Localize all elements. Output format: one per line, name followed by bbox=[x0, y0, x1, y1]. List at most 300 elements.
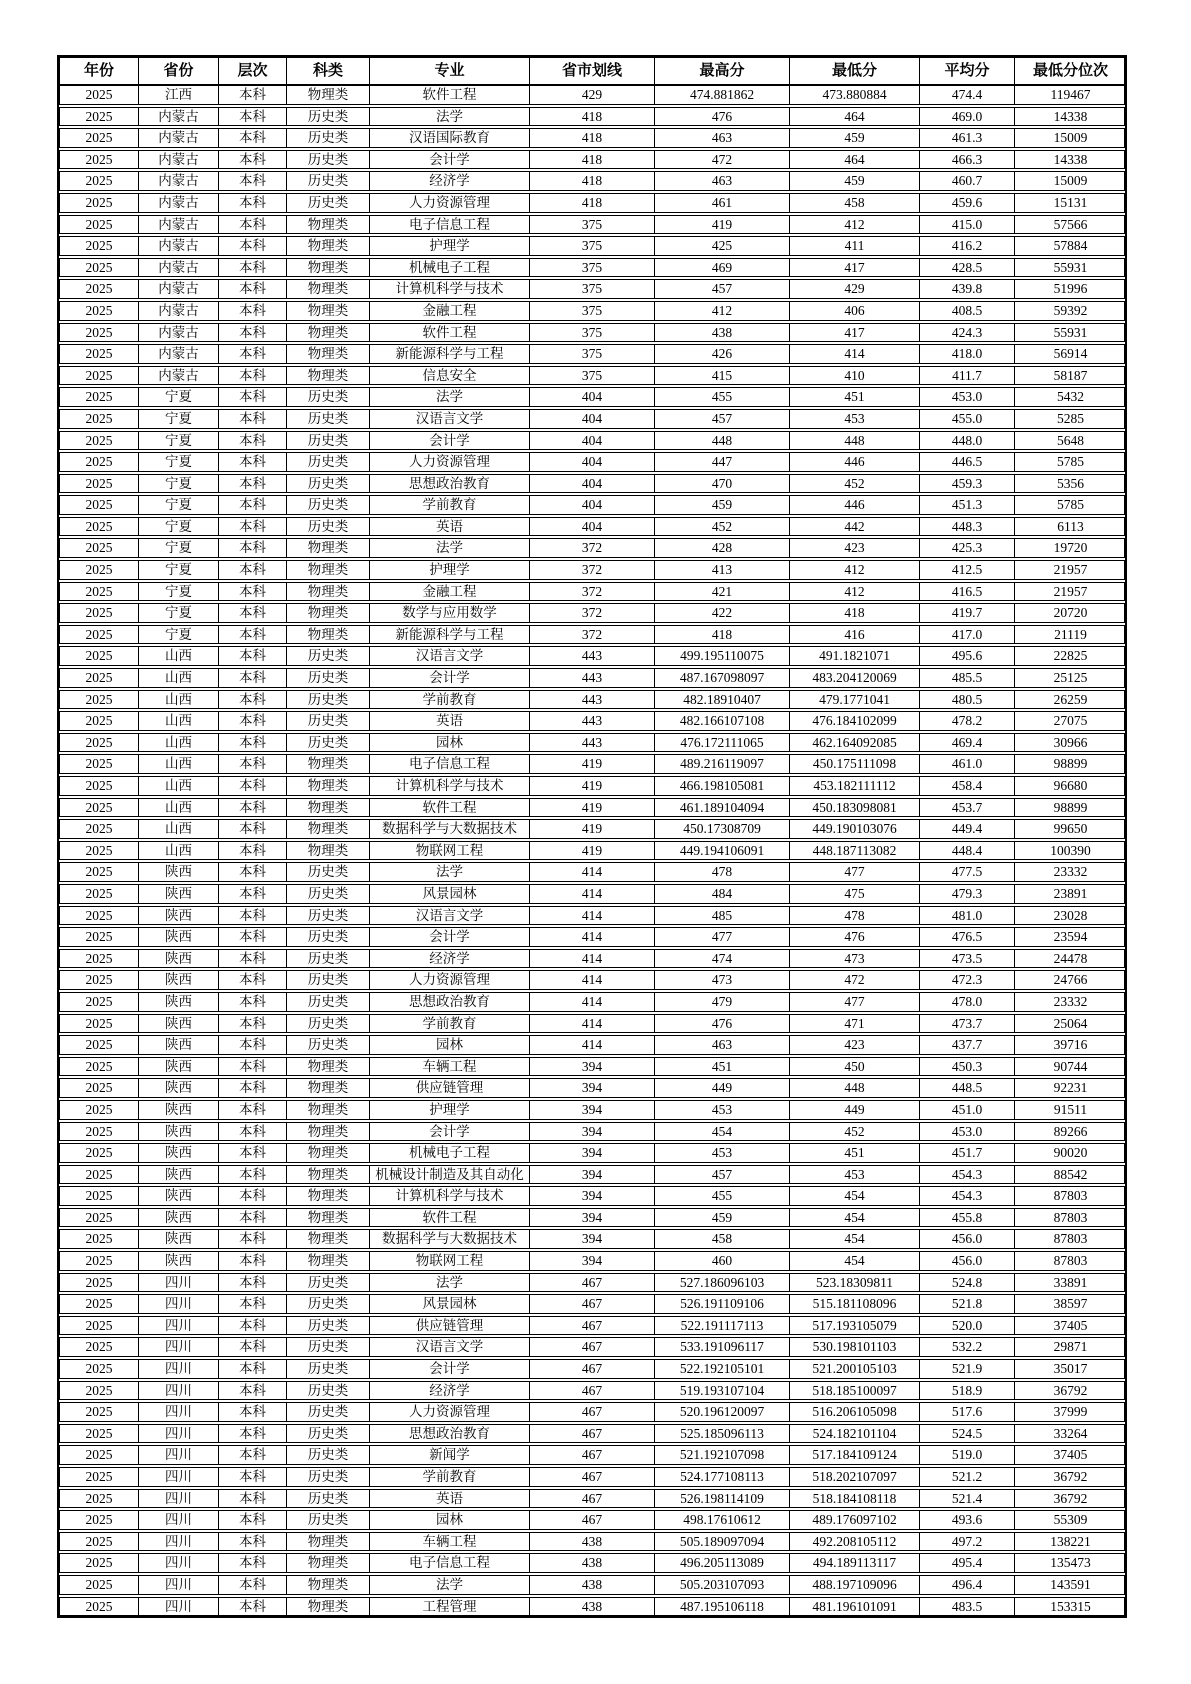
cell-category: 历史类 bbox=[287, 1015, 370, 1033]
cell-province_line: 418 bbox=[530, 194, 655, 212]
cell-province_line: 467 bbox=[530, 1468, 655, 1486]
cell-major: 风景园林 bbox=[370, 885, 530, 903]
cell-province: 陕西 bbox=[139, 1187, 219, 1205]
cell-province: 山西 bbox=[139, 755, 219, 773]
cell-province_line: 419 bbox=[530, 842, 655, 860]
cell-level: 本科 bbox=[219, 1360, 287, 1378]
cell-max_score: 476.172111065 bbox=[655, 734, 790, 752]
cell-major: 英语 bbox=[370, 1490, 530, 1508]
cell-min_score_rank: 23028 bbox=[1053, 907, 1088, 923]
cell-max_score: 449 bbox=[655, 1079, 790, 1097]
cell-year: 2025 bbox=[60, 604, 139, 622]
cell-year: 2025 bbox=[60, 820, 139, 838]
cell-max_score: 455 bbox=[655, 388, 790, 406]
cell-max_score: 519.193107104 bbox=[655, 1382, 790, 1400]
cell-category: 历史类 bbox=[287, 453, 370, 471]
table-row bbox=[59, 668, 1125, 688]
cell-major: 会计学 bbox=[370, 1360, 530, 1378]
cell-province_line: 394 bbox=[530, 1187, 655, 1205]
column-header-level: 层次 bbox=[219, 58, 287, 84]
cell-major: 计算机科学与技术 bbox=[370, 280, 530, 298]
cell-year: 2025 bbox=[60, 1274, 139, 1292]
table-row bbox=[59, 1035, 1125, 1055]
cell-major: 会计学 bbox=[370, 928, 530, 946]
cell-category: 物理类 bbox=[287, 1554, 370, 1572]
cell-year: 2025 bbox=[60, 1079, 139, 1097]
cell-level: 本科 bbox=[219, 259, 287, 277]
cell-avg_score: 478.0 bbox=[920, 993, 1015, 1011]
cell-min_score: 459 bbox=[790, 172, 920, 190]
cell-year: 2025 bbox=[60, 410, 139, 428]
cell-min_score_rank: 5785 bbox=[1057, 497, 1084, 513]
column-header-avg_score: 平均分 bbox=[920, 58, 1015, 84]
cell-category: 物理类 bbox=[287, 777, 370, 795]
cell-province: 陕西 bbox=[139, 993, 219, 1011]
cell-year: 2025 bbox=[60, 453, 139, 471]
cell-category: 物理类 bbox=[287, 345, 370, 363]
cell-province: 山西 bbox=[139, 712, 219, 730]
cell-level: 本科 bbox=[219, 1533, 287, 1551]
cell-avg_score: 415.0 bbox=[920, 216, 1015, 234]
cell-max_score: 457 bbox=[655, 280, 790, 298]
cell-major: 园林 bbox=[370, 734, 530, 752]
cell-max_score: 476 bbox=[655, 108, 790, 126]
cell-max_score: 482.166107108 bbox=[655, 712, 790, 730]
cell-max_score: 419 bbox=[655, 216, 790, 234]
cell-min_score: 449 bbox=[790, 1101, 920, 1119]
cell-major: 计算机科学与技术 bbox=[370, 1187, 530, 1205]
cell-major: 思想政治教育 bbox=[370, 993, 530, 1011]
cell-major: 英语 bbox=[370, 518, 530, 536]
cell-min_score: 429 bbox=[790, 280, 920, 298]
cell-min_score: 462.164092085 bbox=[790, 734, 920, 752]
cell-avg_score: 428.5 bbox=[920, 259, 1015, 277]
cell-province_line: 467 bbox=[530, 1382, 655, 1400]
cell-max_score: 459 bbox=[655, 496, 790, 514]
cell-max_score: 498.17610612 bbox=[655, 1511, 790, 1529]
cell-avg_score: 493.6 bbox=[920, 1511, 1015, 1529]
cell-category: 历史类 bbox=[287, 172, 370, 190]
cell-province: 四川 bbox=[139, 1338, 219, 1356]
cell-province: 宁夏 bbox=[139, 561, 219, 579]
table-row bbox=[59, 1273, 1125, 1293]
cell-min_score_rank: 5648 bbox=[1057, 432, 1084, 448]
cell-province: 四川 bbox=[139, 1598, 219, 1616]
cell-major: 供应链管理 bbox=[370, 1317, 530, 1335]
cell-min_score: 423 bbox=[790, 539, 920, 557]
table-row bbox=[59, 819, 1125, 839]
cell-province_line: 372 bbox=[530, 561, 655, 579]
cell-avg_score: 521.8 bbox=[920, 1295, 1015, 1313]
cell-major: 英语 bbox=[370, 712, 530, 730]
cell-major: 法学 bbox=[370, 539, 530, 557]
cell-avg_score: 439.8 bbox=[920, 280, 1015, 298]
cell-year: 2025 bbox=[60, 1101, 139, 1119]
cell-max_score: 522.192105101 bbox=[655, 1360, 790, 1378]
cell-category: 历史类 bbox=[287, 1317, 370, 1335]
cell-avg_score: 532.2 bbox=[920, 1338, 1015, 1356]
cell-category: 物理类 bbox=[287, 324, 370, 342]
cell-category: 历史类 bbox=[287, 863, 370, 881]
cell-category: 历史类 bbox=[287, 885, 370, 903]
cell-max_score: 496.205113089 bbox=[655, 1554, 790, 1572]
cell-level: 本科 bbox=[219, 1338, 287, 1356]
cell-province_line: 414 bbox=[530, 1015, 655, 1033]
cell-avg_score: 521.2 bbox=[920, 1468, 1015, 1486]
cell-year: 2025 bbox=[60, 885, 139, 903]
cell-category: 物理类 bbox=[287, 583, 370, 601]
table-row bbox=[59, 323, 1125, 343]
cell-province: 内蒙古 bbox=[139, 302, 219, 320]
cell-min_score: 412 bbox=[790, 561, 920, 579]
cell-major: 法学 bbox=[370, 1576, 530, 1594]
cell-major: 物联网工程 bbox=[370, 842, 530, 860]
cell-major: 法学 bbox=[370, 1274, 530, 1292]
cell-min_score: 477 bbox=[790, 863, 920, 881]
cell-major: 汉语言文学 bbox=[370, 907, 530, 925]
cell-category: 历史类 bbox=[287, 1403, 370, 1421]
cell-province: 宁夏 bbox=[139, 388, 219, 406]
cell-province: 内蒙古 bbox=[139, 280, 219, 298]
cell-min_score_rank: 23332 bbox=[1053, 864, 1088, 880]
table-row bbox=[59, 1510, 1125, 1530]
cell-max_score: 520.196120097 bbox=[655, 1403, 790, 1421]
cell-min_score: 478 bbox=[790, 907, 920, 925]
cell-min_score_rank: 99650 bbox=[1053, 821, 1088, 837]
cell-min_score: 518.184108118 bbox=[790, 1490, 920, 1508]
cell-min_score_rank: 5285 bbox=[1057, 410, 1084, 426]
cell-major: 法学 bbox=[370, 863, 530, 881]
table-row bbox=[59, 625, 1125, 645]
cell-avg_score: 495.4 bbox=[920, 1554, 1015, 1572]
cell-category: 历史类 bbox=[287, 647, 370, 665]
cell-min_score: 473.880884 bbox=[790, 86, 920, 104]
cell-year: 2025 bbox=[60, 734, 139, 752]
cell-province: 内蒙古 bbox=[139, 151, 219, 169]
cell-province_line: 414 bbox=[530, 971, 655, 989]
cell-min_score_rank: 90744 bbox=[1053, 1058, 1088, 1074]
cell-province_line: 375 bbox=[530, 345, 655, 363]
cell-min_score: 517.184109124 bbox=[790, 1446, 920, 1464]
cell-province_line: 419 bbox=[530, 799, 655, 817]
cell-avg_score: 446.5 bbox=[920, 453, 1015, 471]
cell-max_score: 449.194106091 bbox=[655, 842, 790, 860]
cell-min_score: 476.184102099 bbox=[790, 712, 920, 730]
cell-major: 数学与应用数学 bbox=[370, 604, 530, 622]
cell-min_score: 472 bbox=[790, 971, 920, 989]
cell-province_line: 443 bbox=[530, 669, 655, 687]
cell-year: 2025 bbox=[60, 1015, 139, 1033]
cell-level: 本科 bbox=[219, 1079, 287, 1097]
cell-level: 本科 bbox=[219, 216, 287, 234]
cell-min_score: 448 bbox=[790, 432, 920, 450]
cell-min_score: 459 bbox=[790, 129, 920, 147]
cell-year: 2025 bbox=[60, 1036, 139, 1054]
cell-level: 本科 bbox=[219, 777, 287, 795]
cell-min_score: 452 bbox=[790, 475, 920, 493]
cell-level: 本科 bbox=[219, 1446, 287, 1464]
cell-level: 本科 bbox=[219, 345, 287, 363]
cell-max_score: 472 bbox=[655, 151, 790, 169]
cell-category: 历史类 bbox=[287, 1382, 370, 1400]
cell-min_score: 423 bbox=[790, 1036, 920, 1054]
cell-major: 供应链管理 bbox=[370, 1079, 530, 1097]
cell-avg_score: 460.7 bbox=[920, 172, 1015, 190]
table-row bbox=[59, 474, 1125, 494]
cell-province: 陕西 bbox=[139, 907, 219, 925]
cell-year: 2025 bbox=[60, 367, 139, 385]
cell-avg_score: 476.5 bbox=[920, 928, 1015, 946]
cell-avg_score: 425.3 bbox=[920, 539, 1015, 557]
cell-level: 本科 bbox=[219, 151, 287, 169]
cell-max_score: 525.185096113 bbox=[655, 1425, 790, 1443]
cell-avg_score: 496.4 bbox=[920, 1576, 1015, 1594]
cell-province_line: 467 bbox=[530, 1274, 655, 1292]
cell-min_score_rank: 119467 bbox=[1050, 87, 1091, 102]
cell-category: 物理类 bbox=[287, 561, 370, 579]
table-row bbox=[59, 1014, 1125, 1034]
cell-category: 历史类 bbox=[287, 1036, 370, 1054]
cell-province_line: 443 bbox=[530, 647, 655, 665]
cell-min_score: 406 bbox=[790, 302, 920, 320]
cell-level: 本科 bbox=[219, 432, 287, 450]
cell-max_score: 466.198105081 bbox=[655, 777, 790, 795]
cell-avg_score: 450.3 bbox=[920, 1058, 1015, 1076]
cell-province: 陕西 bbox=[139, 1144, 219, 1162]
cell-year: 2025 bbox=[60, 799, 139, 817]
cell-min_score: 453.182111112 bbox=[790, 777, 920, 795]
cell-min_score: 450 bbox=[790, 1058, 920, 1076]
cell-major: 护理学 bbox=[370, 1101, 530, 1119]
cell-major: 金融工程 bbox=[370, 302, 530, 320]
cell-province: 陕西 bbox=[139, 950, 219, 968]
cell-province_line: 404 bbox=[530, 432, 655, 450]
cell-year: 2025 bbox=[60, 907, 139, 925]
cell-province: 四川 bbox=[139, 1468, 219, 1486]
cell-category: 历史类 bbox=[287, 1425, 370, 1443]
cell-category: 历史类 bbox=[287, 410, 370, 428]
cell-max_score: 453 bbox=[655, 1144, 790, 1162]
cell-province: 宁夏 bbox=[139, 496, 219, 514]
cell-min_score_rank: 92231 bbox=[1053, 1080, 1088, 1096]
cell-major: 人力资源管理 bbox=[370, 971, 530, 989]
cell-level: 本科 bbox=[219, 1187, 287, 1205]
cell-province_line: 375 bbox=[530, 237, 655, 255]
cell-major: 金融工程 bbox=[370, 583, 530, 601]
cell-level: 本科 bbox=[219, 1058, 287, 1076]
cell-level: 本科 bbox=[219, 928, 287, 946]
cell-max_score: 469 bbox=[655, 259, 790, 277]
table-row bbox=[59, 1532, 1125, 1552]
cell-avg_score: 459.6 bbox=[920, 194, 1015, 212]
cell-year: 2025 bbox=[60, 1533, 139, 1551]
cell-level: 本科 bbox=[219, 172, 287, 190]
cell-level: 本科 bbox=[219, 237, 287, 255]
cell-year: 2025 bbox=[60, 1576, 139, 1594]
cell-province: 宁夏 bbox=[139, 410, 219, 428]
cell-min_score: 464 bbox=[790, 108, 920, 126]
cell-year: 2025 bbox=[60, 1468, 139, 1486]
cell-level: 本科 bbox=[219, 1425, 287, 1443]
cell-category: 物理类 bbox=[287, 1187, 370, 1205]
cell-category: 历史类 bbox=[287, 1295, 370, 1313]
cell-min_score: 446 bbox=[790, 453, 920, 471]
cell-max_score: 463 bbox=[655, 1036, 790, 1054]
table-row bbox=[59, 495, 1125, 515]
table-row bbox=[59, 1208, 1125, 1228]
cell-year: 2025 bbox=[60, 432, 139, 450]
cell-province_line: 438 bbox=[530, 1554, 655, 1572]
table-row bbox=[59, 279, 1125, 299]
cell-year: 2025 bbox=[60, 1058, 139, 1076]
cell-province_line: 467 bbox=[530, 1338, 655, 1356]
table-row bbox=[59, 538, 1125, 558]
cell-min_score_rank: 30966 bbox=[1053, 734, 1088, 750]
cell-level: 本科 bbox=[219, 863, 287, 881]
cell-min_score_rank: 87803 bbox=[1053, 1253, 1088, 1269]
cell-year: 2025 bbox=[60, 1403, 139, 1421]
cell-level: 本科 bbox=[219, 1511, 287, 1529]
table-row bbox=[59, 107, 1125, 127]
cell-level: 本科 bbox=[219, 626, 287, 644]
cell-min_score: 476 bbox=[790, 928, 920, 946]
cell-category: 物理类 bbox=[287, 302, 370, 320]
cell-major: 机械电子工程 bbox=[370, 259, 530, 277]
cell-level: 本科 bbox=[219, 367, 287, 385]
cell-max_score: 487.167098097 bbox=[655, 669, 790, 687]
cell-max_score: 457 bbox=[655, 410, 790, 428]
column-header-major: 专业 bbox=[370, 58, 530, 84]
cell-province_line: 443 bbox=[530, 712, 655, 730]
cell-min_score_rank: 37405 bbox=[1053, 1447, 1088, 1463]
cell-year: 2025 bbox=[60, 928, 139, 946]
cell-min_score_rank: 55931 bbox=[1053, 259, 1088, 275]
cell-province_line: 467 bbox=[530, 1490, 655, 1508]
cell-level: 本科 bbox=[219, 1230, 287, 1248]
cell-max_score: 477 bbox=[655, 928, 790, 946]
cell-min_score: 454 bbox=[790, 1209, 920, 1227]
cell-year: 2025 bbox=[60, 237, 139, 255]
cell-province: 内蒙古 bbox=[139, 367, 219, 385]
cell-category: 物理类 bbox=[287, 1533, 370, 1551]
cell-avg_score: 448.0 bbox=[920, 432, 1015, 450]
cell-year: 2025 bbox=[60, 1446, 139, 1464]
cell-max_score: 422 bbox=[655, 604, 790, 622]
cell-major: 思想政治教育 bbox=[370, 475, 530, 493]
cell-avg_score: 408.5 bbox=[920, 302, 1015, 320]
cell-province_line: 419 bbox=[530, 820, 655, 838]
cell-province: 陕西 bbox=[139, 1166, 219, 1184]
cell-avg_score: 411.7 bbox=[920, 367, 1015, 385]
cell-province_line: 414 bbox=[530, 863, 655, 881]
cell-year: 2025 bbox=[60, 259, 139, 277]
cell-major: 人力资源管理 bbox=[370, 194, 530, 212]
cell-year: 2025 bbox=[60, 1295, 139, 1313]
cell-level: 本科 bbox=[219, 691, 287, 709]
cell-level: 本科 bbox=[219, 647, 287, 665]
cell-min_score_rank: 143591 bbox=[1050, 1576, 1091, 1592]
cell-province: 四川 bbox=[139, 1403, 219, 1421]
table-row bbox=[59, 1057, 1125, 1077]
cell-province_line: 467 bbox=[530, 1425, 655, 1443]
table-row bbox=[59, 862, 1125, 882]
table-row bbox=[59, 301, 1125, 321]
cell-year: 2025 bbox=[60, 302, 139, 320]
cell-province_line: 372 bbox=[530, 539, 655, 557]
cell-level: 本科 bbox=[219, 518, 287, 536]
cell-min_score_rank: 5432 bbox=[1057, 389, 1084, 405]
cell-category: 历史类 bbox=[287, 129, 370, 147]
table-row bbox=[59, 1402, 1125, 1422]
cell-level: 本科 bbox=[219, 1468, 287, 1486]
cell-min_score: 417 bbox=[790, 324, 920, 342]
cell-min_score_rank: 5356 bbox=[1057, 475, 1084, 491]
cell-min_score_rank: 38597 bbox=[1053, 1296, 1088, 1312]
cell-province_line: 414 bbox=[530, 885, 655, 903]
cell-province: 四川 bbox=[139, 1554, 219, 1572]
cell-min_score_rank: 29871 bbox=[1053, 1339, 1088, 1355]
table-row bbox=[59, 1575, 1125, 1595]
cell-level: 本科 bbox=[219, 108, 287, 126]
cell-province_line: 404 bbox=[530, 518, 655, 536]
cell-level: 本科 bbox=[219, 669, 287, 687]
cell-province_line: 438 bbox=[530, 1598, 655, 1616]
cell-province: 陕西 bbox=[139, 863, 219, 881]
cell-max_score: 522.191117113 bbox=[655, 1317, 790, 1335]
cell-avg_score: 495.6 bbox=[920, 647, 1015, 665]
table-row bbox=[59, 1445, 1125, 1465]
cell-province_line: 394 bbox=[530, 1230, 655, 1248]
cell-province: 内蒙古 bbox=[139, 129, 219, 147]
cell-min_score_rank: 14338 bbox=[1053, 108, 1088, 124]
cell-province: 山西 bbox=[139, 691, 219, 709]
cell-avg_score: 416.5 bbox=[920, 583, 1015, 601]
cell-major: 电子信息工程 bbox=[370, 216, 530, 234]
cell-province_line: 394 bbox=[530, 1101, 655, 1119]
table-row bbox=[59, 409, 1125, 429]
cell-province: 内蒙古 bbox=[139, 345, 219, 363]
cell-category: 历史类 bbox=[287, 1338, 370, 1356]
table-row bbox=[59, 733, 1125, 753]
cell-min_score: 450.175111098 bbox=[790, 755, 920, 773]
cell-province: 四川 bbox=[139, 1360, 219, 1378]
cell-year: 2025 bbox=[60, 151, 139, 169]
cell-major: 数据科学与大数据技术 bbox=[370, 1230, 530, 1248]
cell-level: 本科 bbox=[219, 129, 287, 147]
cell-max_score: 461.189104094 bbox=[655, 799, 790, 817]
cell-year: 2025 bbox=[60, 324, 139, 342]
cell-min_score_rank: 35017 bbox=[1053, 1361, 1088, 1377]
cell-level: 本科 bbox=[219, 1403, 287, 1421]
cell-year: 2025 bbox=[60, 1554, 139, 1572]
cell-max_score: 533.191096117 bbox=[655, 1338, 790, 1356]
cell-year: 2025 bbox=[60, 583, 139, 601]
cell-min_score_rank: 26259 bbox=[1053, 691, 1088, 707]
cell-category: 物理类 bbox=[287, 237, 370, 255]
cell-year: 2025 bbox=[60, 863, 139, 881]
cell-year: 2025 bbox=[60, 216, 139, 234]
cell-min_score_rank: 23594 bbox=[1053, 929, 1088, 945]
cell-avg_score: 416.2 bbox=[920, 237, 1015, 255]
cell-avg_score: 456.0 bbox=[920, 1252, 1015, 1270]
table-row bbox=[59, 1251, 1125, 1271]
cell-province_line: 372 bbox=[530, 604, 655, 622]
cell-province_line: 394 bbox=[530, 1123, 655, 1141]
cell-level: 本科 bbox=[219, 993, 287, 1011]
cell-max_score: 426 bbox=[655, 345, 790, 363]
cell-max_score: 463 bbox=[655, 172, 790, 190]
cell-province: 陕西 bbox=[139, 1230, 219, 1248]
